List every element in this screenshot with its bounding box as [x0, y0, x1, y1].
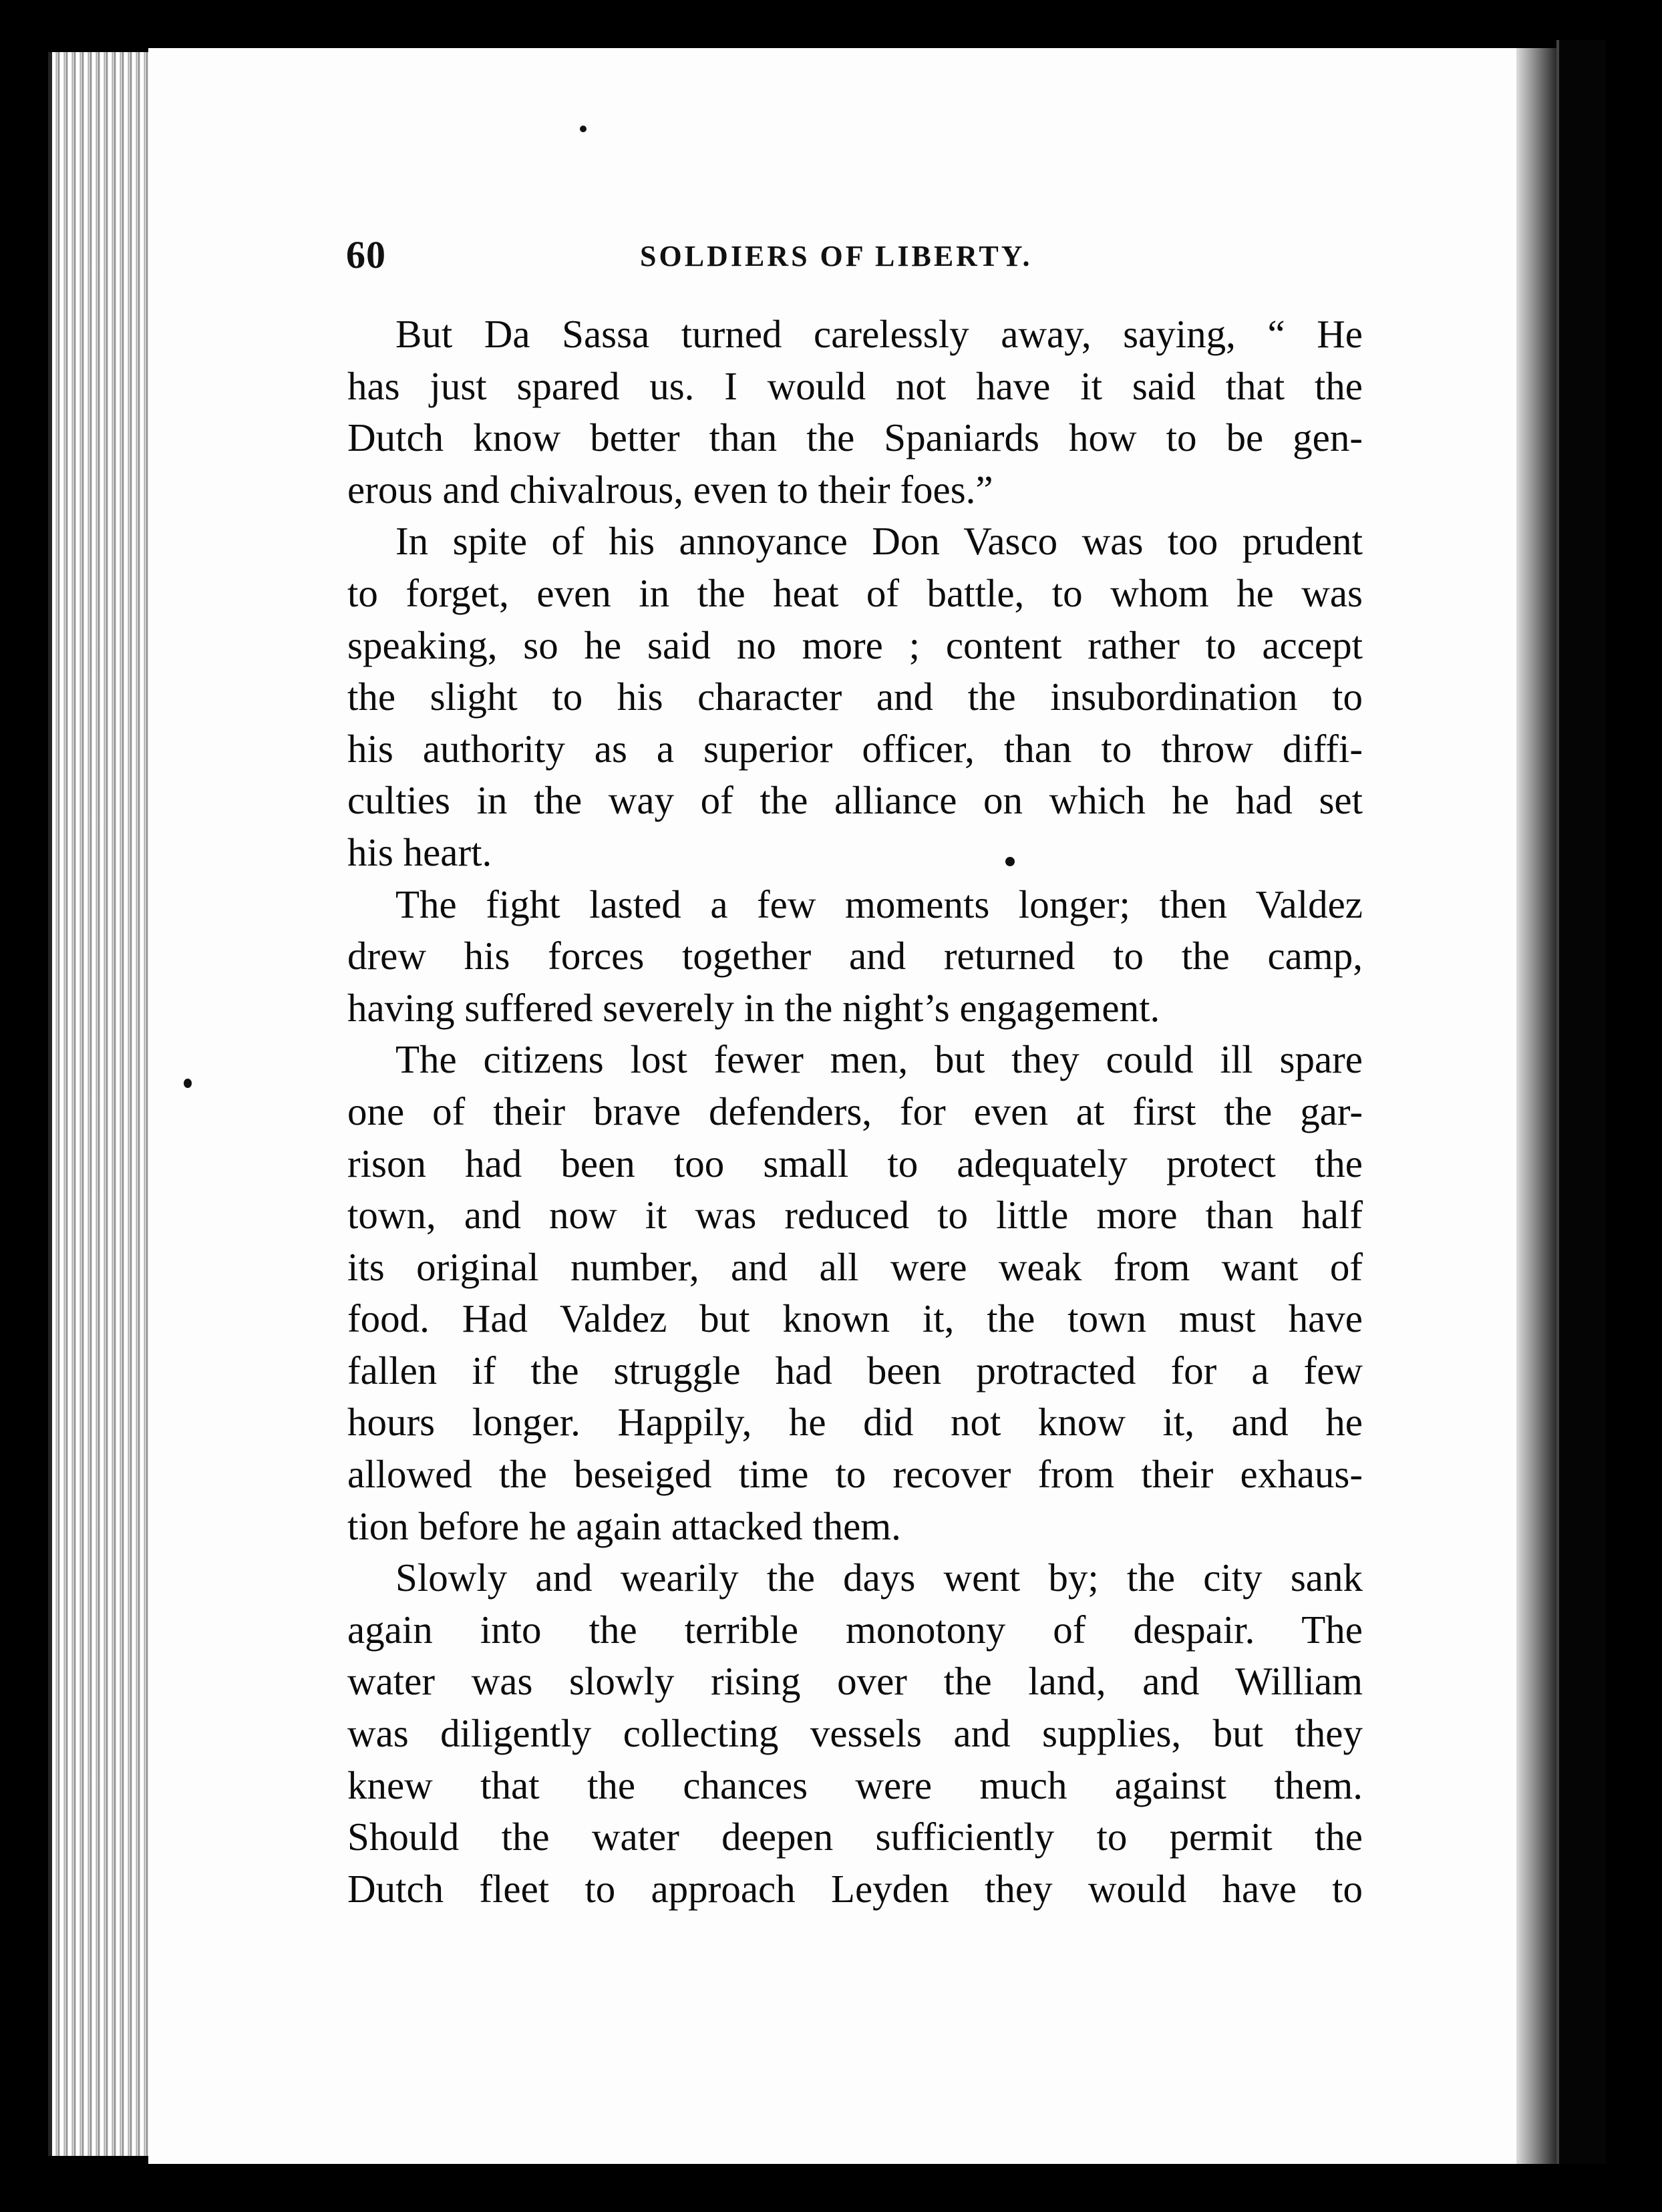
- text-line: erous and chivalrous, even to their foes.”: [347, 467, 993, 512]
- ink-speck: [580, 126, 587, 132]
- text-line: In spite of his annoyance Don Vasco was too prudent: [395, 519, 1363, 564]
- text-line: culties in the way of the alliance on which he had set: [347, 778, 1363, 823]
- body-text: [347, 309, 1363, 1915]
- paragraph: [347, 516, 1363, 878]
- right-margin-edge: [1556, 40, 1606, 2164]
- text-line: speaking, so he said no more ; content rather to accept: [347, 622, 1363, 667]
- page-number: 60: [346, 233, 386, 276]
- text-line: Dutch fleet to approach Leyden they would have to: [347, 1866, 1363, 1911]
- text-line: its original number, and all were weak from want of: [347, 1244, 1363, 1289]
- text-line: having suffered severely in the night’s engagement.: [347, 985, 1160, 1030]
- text-line: one of their brave defenders, for even at first the gar-: [347, 1089, 1363, 1133]
- running-title: SOLDIERS OF LIBERTY.: [640, 240, 1033, 272]
- ink-speck: [184, 1079, 192, 1088]
- text-line: tion before he again attacked them.: [347, 1503, 901, 1548]
- text-line: fallen if the struggle had been protracted for a few: [347, 1348, 1363, 1393]
- text-line: rison had been too small to adequately protect the: [347, 1141, 1363, 1185]
- text-line: was diligently collecting vessels and supplies, but they: [347, 1711, 1363, 1756]
- paragraph: [347, 1552, 1363, 1915]
- text-line: hours longer. Happily, he did not know it, and he: [347, 1400, 1363, 1445]
- paragraph: [347, 309, 1363, 516]
- paragraph: [347, 1034, 1363, 1552]
- text-line: again into the terrible monotony of despair. The: [347, 1607, 1363, 1652]
- text-line: town, and now it was reduced to little more than half: [347, 1193, 1363, 1238]
- spine-shadow: [1516, 48, 1556, 2164]
- text-line: But Da Sassa turned carelessly away, saying, “ He: [395, 312, 1363, 356]
- text-line: the slight to his character and the insubordination to: [347, 675, 1363, 719]
- paragraph: [347, 879, 1363, 1035]
- page-header: [346, 232, 1061, 279]
- text-line: his heart.: [347, 830, 492, 874]
- text-line: drew his forces together and returned to the camp,: [347, 934, 1363, 978]
- text-line: water was slowly rising over the land, and William: [347, 1659, 1363, 1704]
- text-line: food. Had Valdez but known it, the town must have: [347, 1296, 1363, 1341]
- text-line: has just spared us. I would not have it said that the: [347, 363, 1363, 408]
- text-line: Dutch know better than the Spaniards how to be gen-: [347, 415, 1363, 460]
- text-line: knew that the chances were much against them.: [347, 1763, 1363, 1807]
- text-line: to forget, even in the heat of battle, to whom he was: [347, 570, 1363, 615]
- text-line: his authority as a superior officer, than to throw diffi-: [347, 726, 1363, 771]
- text-line: The fight lasted a few moments longer; then Valdez: [395, 882, 1363, 926]
- text-line: allowed the beseiged time to recover from their exhaus-: [347, 1452, 1363, 1497]
- text-line: Should the water deepen sufficiently to permit the: [347, 1815, 1363, 1859]
- text-line: The citizens lost fewer men, but they could ill spare: [395, 1037, 1363, 1082]
- text-line: Slowly and wearily the days went by; the city sank: [395, 1555, 1363, 1600]
- page-edges: [48, 52, 152, 2156]
